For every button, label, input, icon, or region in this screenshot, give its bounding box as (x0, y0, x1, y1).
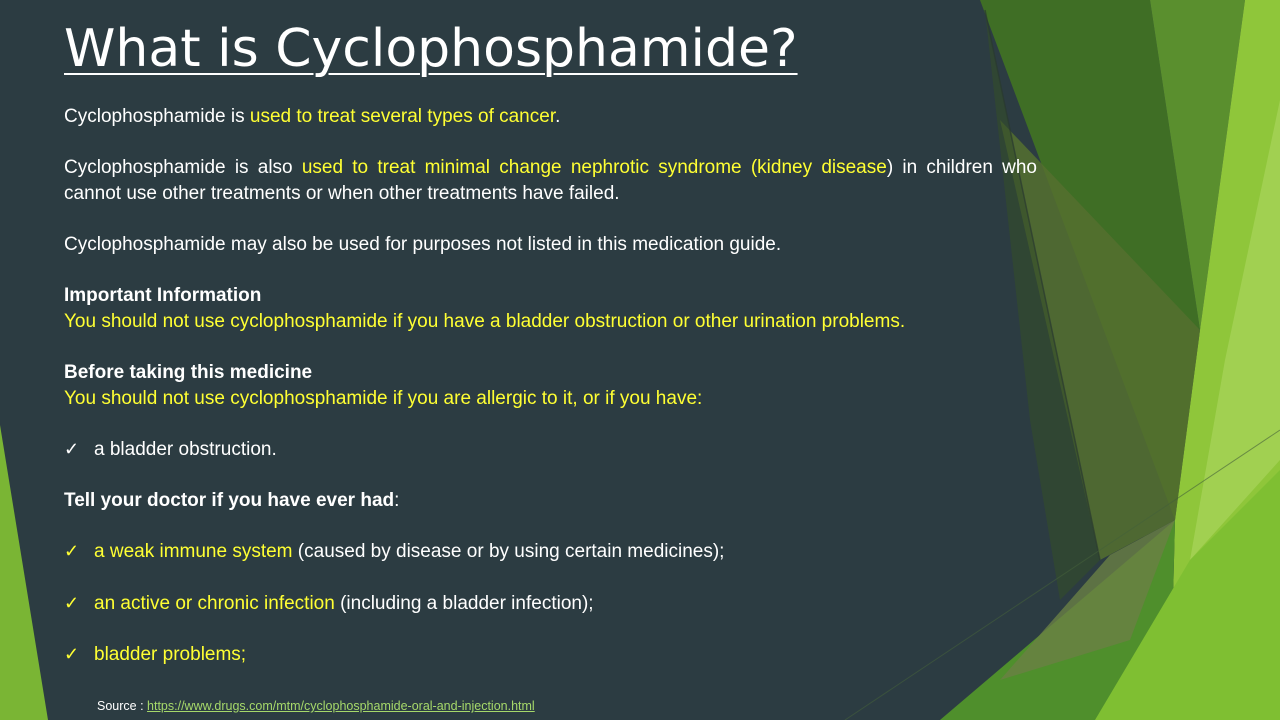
text-segment: . (555, 106, 561, 127)
text-segment: Cyclophosphamide is also (64, 157, 302, 178)
check-icon: ✓ (64, 593, 80, 613)
text-segment: (caused by disease or by using certain medicines); (292, 541, 725, 562)
before-text: You should not use cyclophosphamide if you are allergic to it, or if you have: (64, 388, 703, 409)
check-icon: ✓ (64, 541, 80, 561)
highlight-text: used to treat several types of cancer (249, 106, 556, 127)
source-label: Source : (97, 699, 148, 713)
highlight-text: used to treat minimal change nephrotic syndrome (kidney disease (301, 157, 887, 178)
highlight-text: a weak immune system (94, 541, 293, 562)
paragraph-nephrotic (64, 155, 1037, 207)
text-segment: (including a bladder infection); (334, 593, 594, 614)
check-icon: ✓ (64, 439, 80, 459)
slide-title: What is Cyclophosphamide? (64, 19, 798, 79)
tell-heading (64, 488, 399, 514)
text-segment: Cyclophosphamide is (64, 106, 250, 127)
paragraph-uses (64, 104, 560, 130)
important-heading: Important Information (64, 285, 262, 306)
source-citation (97, 698, 535, 714)
highlight-text: bladder problems; (94, 644, 247, 665)
list-item (94, 591, 594, 617)
list-item: a bladder obstruction. (94, 439, 277, 460)
paragraph-other-uses: Cyclophosphamide may also be used for purposes not listed in this medication guide. (64, 234, 782, 255)
tell-heading-text: Tell your doctor if you have ever had (64, 490, 395, 511)
important-text: You should not use cyclophosphamide if you have a bladder obstruction or other urination problems. (64, 311, 906, 332)
list-item (94, 642, 246, 668)
tell-colon: : (394, 490, 400, 511)
check-icon: ✓ (64, 644, 80, 664)
list-item (94, 539, 724, 565)
text-segment: ) in children who cannot use other treatments or when other treatments have failed. (64, 157, 1037, 204)
highlight-text: an active or chronic infection (94, 593, 335, 614)
source-link[interactable]: https://www.drugs.com/mtm/cyclophosphamide-oral-and-injection.html (147, 699, 535, 713)
before-heading: Before taking this medicine (64, 362, 313, 383)
